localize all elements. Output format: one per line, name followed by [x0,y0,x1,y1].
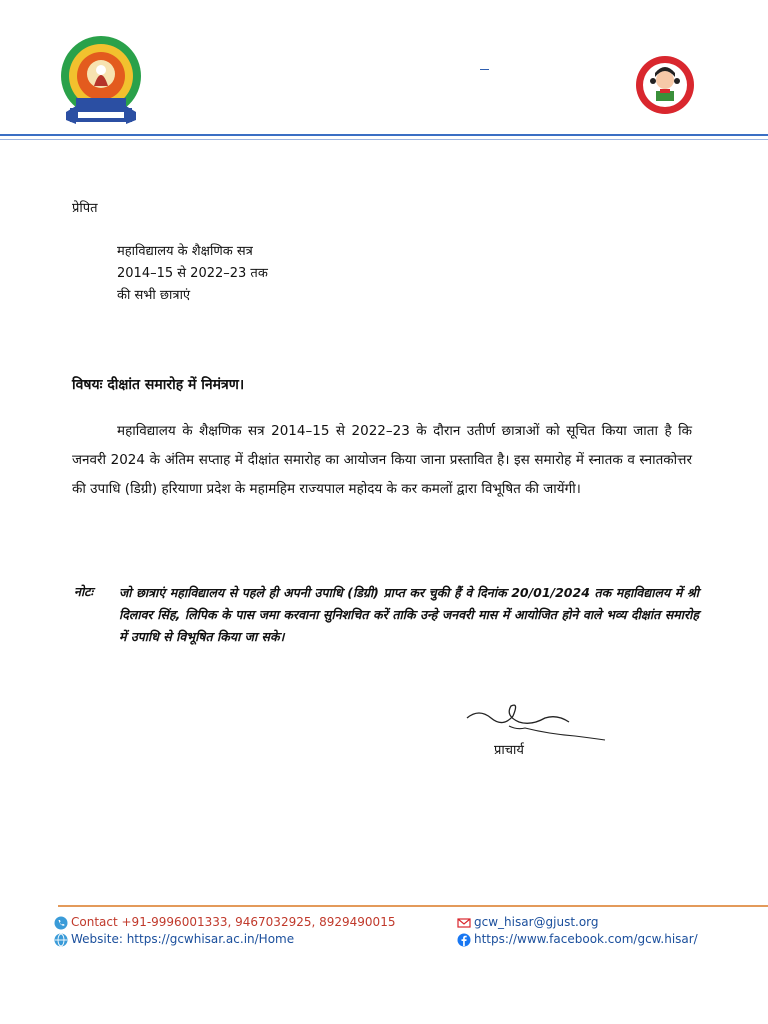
beti-bachao-logo [634,47,696,127]
facebook-icon [457,933,471,947]
address-line: 2014–15 से 2022–23 तक [117,266,268,281]
globe-icon [54,933,68,947]
facebook-link[interactable]: https://www.facebook.com/gcw.hisar/ [474,932,698,946]
principal-signature [465,696,615,746]
header-rule [0,134,768,136]
note-label: नोटः [74,584,94,599]
address-line: महाविद्यालय के शैक्षणिक सत्र [117,244,253,259]
contact-row [54,914,395,931]
contact-text: Contact +91-9996001333, 9467032925, 8929490015 [71,915,396,929]
principal-title: प्राचार्य [494,743,524,758]
website-row[interactable] [54,931,294,948]
website-link[interactable]: Website: https://gcwhisar.ac.in/Home [71,932,295,946]
footer-rule [58,905,768,907]
college-emblem-logo [58,34,144,130]
header-dash [480,69,489,70]
phone-icon [54,916,68,930]
to-label: प्रेपित [72,201,98,216]
email-row[interactable] [457,914,599,931]
note-text: जो छात्राएं महाविद्यालय से पहले ही अपनी उपाधि (डिग्री) प्राप्त कर चुकी हैं वे दिनांक 20/01/2024 तक महाविद्यालय में श्री दिलावर सिंह, लिपिक के पास जमा करवाना सुनिशचित करें ताकि उन्हे जनवरी मास में आयोजित होने वाले भव्य दीक्षांत समारोह में उपाधि से विभूषित किया जा सके। [119,585,699,644]
address-line: की सभी छात्राएं [117,288,191,303]
email-link[interactable]: gcw_hisar@gjust.org [474,915,599,929]
mail-icon [457,917,471,929]
body-paragraph: महाविद्यालय के शैक्षणिक सत्र 2014–15 से 2022–23 के दौरान उतीर्ण छात्राओं को सूचित किया जाता है कि जनवरी 2024 के अंतिम सप्ताह में दीक्षांत समारोह का आयोजन किया जाना प्रस्तावित है। इस समारोह में स्नातक व स्नातकोत्तर की उपाधि (डिग्री) हरियाणा प्रदेश के महामहिम राज्यपाल महोदय के कर कमलों द्वारा विभूषित की जायेंगी। [72,423,692,497]
subject-line: विषयः दीक्षांत समारोह में निमंत्रण। [72,377,245,393]
header-rule-thin [0,139,768,140]
facebook-row[interactable] [457,931,698,948]
